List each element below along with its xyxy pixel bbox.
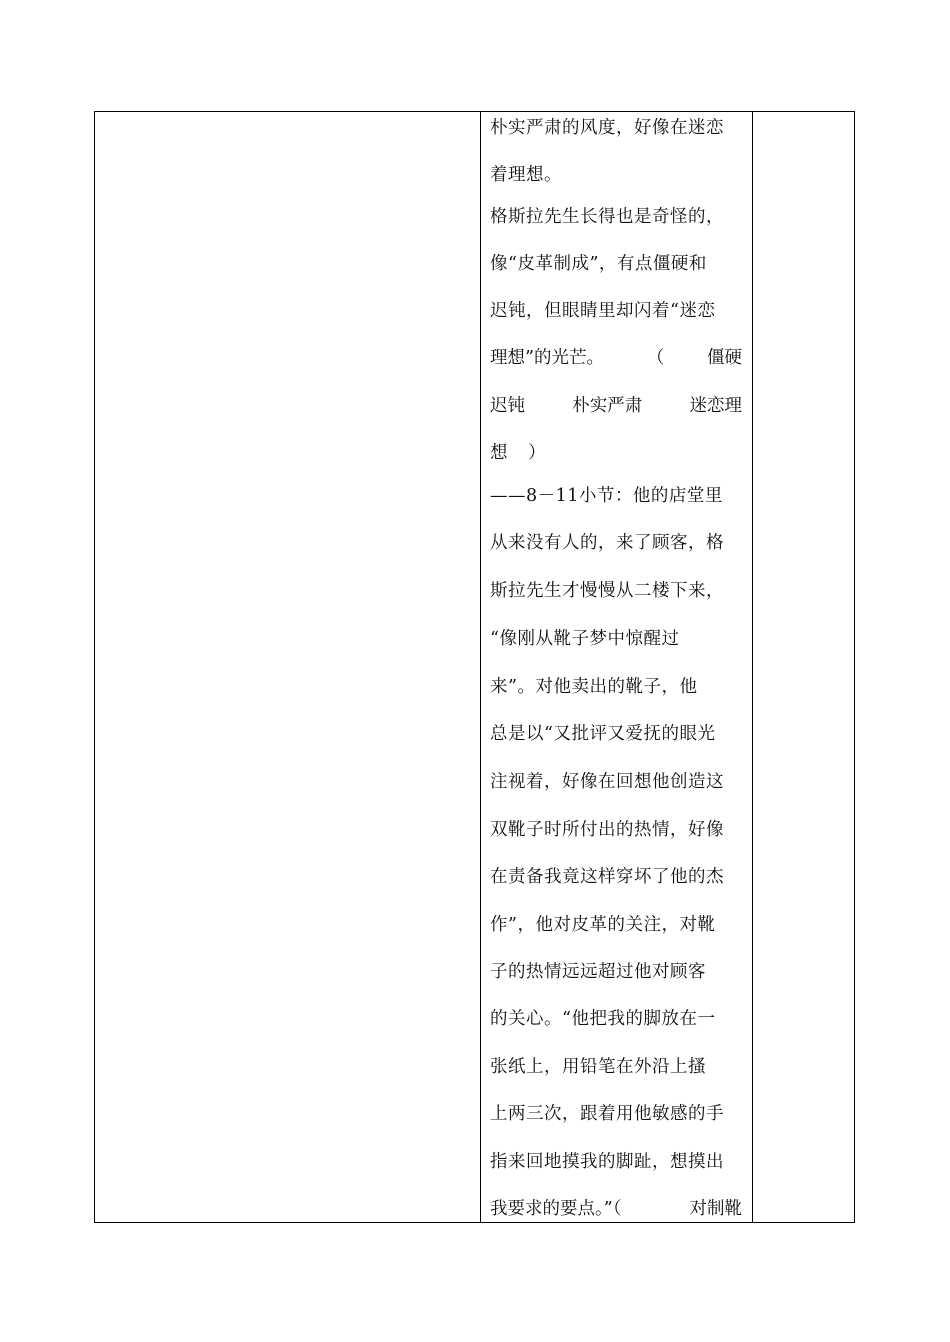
- text-line: 注视着，好像在回想他创造这: [490, 772, 724, 792]
- text-line: 斯拉先生才慢慢从二楼下来，: [490, 581, 724, 601]
- close-paren: ）: [528, 443, 547, 463]
- line-fragment: 对制靴: [689, 1199, 742, 1219]
- table-cell-left: [95, 112, 480, 1222]
- open-paren: （: [646, 348, 665, 368]
- text-line: 像“皮革制成”，有点僵硬和: [490, 254, 707, 274]
- text-line: “像刚从靴子梦中惊醒过: [490, 629, 680, 649]
- text-line: 双靴子时所付出的热情，好像: [490, 820, 724, 840]
- column-divider-left: [480, 112, 481, 1222]
- table-cell-middle: [490, 112, 742, 1222]
- text-line: 作”，他对皮革的关注，对靴: [490, 915, 716, 935]
- content-table: [94, 111, 855, 1223]
- text-line: 从来没有人的，来了顾客，格: [490, 533, 724, 553]
- text-line: 来”。对他卖出的靴子，他: [490, 677, 698, 697]
- line-fragment: 想: [490, 443, 508, 463]
- text-line: 子的热情远远超过他对顾客: [490, 962, 706, 982]
- text-line: [490, 1196, 742, 1222]
- text-line: 张纸上，用铅笔在外沿上搔: [490, 1057, 706, 1077]
- text-line: 指来回地摸我的脚趾，想摸出: [490, 1152, 724, 1172]
- line-fragment: 迷恋理: [689, 396, 742, 416]
- text-line: 总是以“又批评又爱抚的眼光: [490, 724, 716, 744]
- text-line: [490, 393, 742, 419]
- text-line: 着理想。: [490, 165, 562, 185]
- text-line: 的关心。“他把我的脚放在一: [490, 1009, 716, 1029]
- text-line: [490, 440, 742, 466]
- line-fragment: 朴实严肃: [572, 396, 643, 416]
- text-line: ——8－11小节：他的店堂里: [490, 486, 723, 506]
- text-line: 朴实严肃的风度，好像在迷恋: [490, 118, 724, 138]
- text-line: [490, 345, 742, 371]
- text-line: 上两三次，跟着用他敏感的手: [490, 1104, 724, 1124]
- text-line: 在责备我竟这样穿坏了他的杰: [490, 867, 724, 887]
- line-fragment: 理想”的光芒。: [490, 348, 604, 368]
- table-cell-right: [753, 112, 854, 1222]
- line-fragment: 我要求的要点。”（: [490, 1199, 622, 1219]
- text-line: 迟钝，但眼睛里却闪着“迷恋: [490, 301, 716, 321]
- line-fragment: 僵硬: [706, 348, 742, 368]
- text-line: 格斯拉先生长得也是奇怪的，: [490, 207, 724, 227]
- line-fragment: 迟钝: [490, 396, 525, 416]
